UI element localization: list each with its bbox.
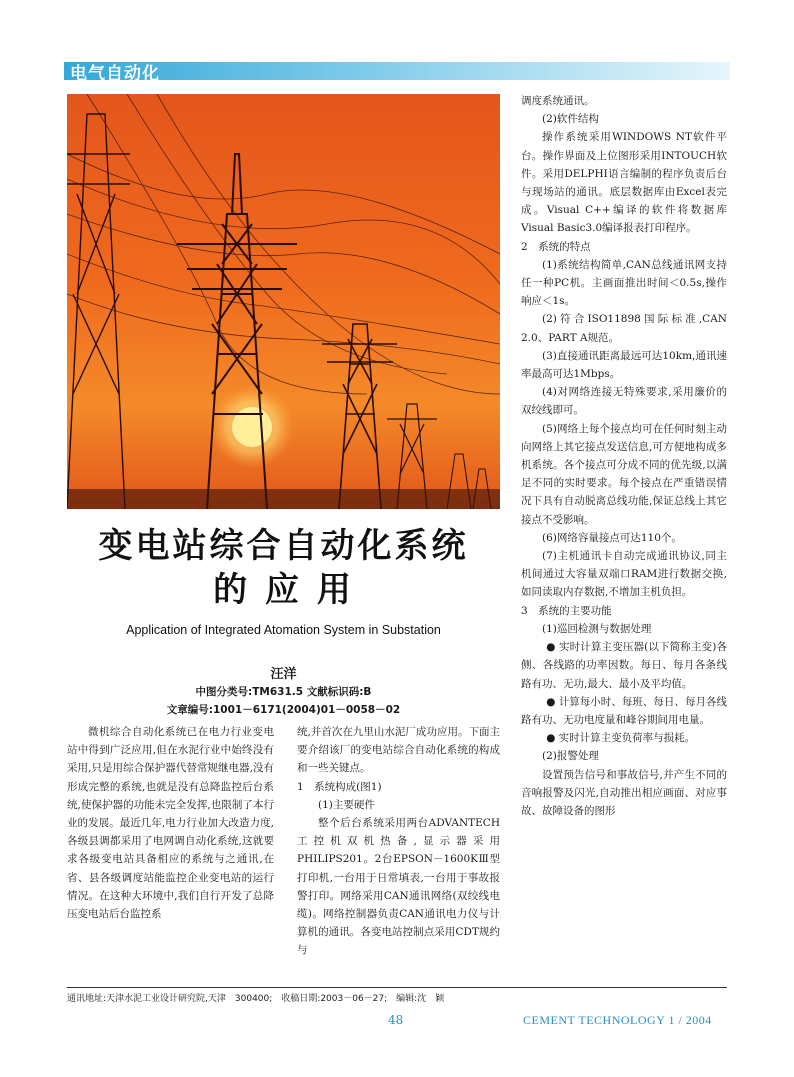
body-column-1 xyxy=(67,723,274,923)
paragraph: 微机综合自动化系统已在电力行业变电站中得到广泛应用,但在水泥行业中始终没有采用,只是用综合保护器代替常规继电器,没有形成完整的系统,也就是没有总降监控后台系统,使保护器的功能未完全发挥,也限制了本行业的发展。最近几年,电力行业加大改造力度,各级县调都采用了电网调自动化系统,这就要求各级变电站具备相应的系统与之通讯,在省、县各级调度站能监控企业变电站的运行情况。在这种大环境中,我们自行开发了总降压变电站后台监控系 xyxy=(67,726,274,921)
section-heading: 2 系统的特点 xyxy=(521,240,591,253)
body-column-3 xyxy=(521,92,727,820)
paragraph: (1)主要硬件 xyxy=(318,798,375,811)
body-column-2 xyxy=(297,723,500,960)
section-band xyxy=(64,62,730,80)
footnote-address: 通讯地址:天津水泥工业设计研究院,天津 300400; 收稿日期:2003－06－27; 编辑:沈 颖 xyxy=(67,994,445,1004)
footer-rule xyxy=(67,987,727,988)
paragraph: (1)巡回检测与数据处理 xyxy=(542,622,652,635)
paragraph: (2)软件结构 xyxy=(542,113,599,126)
paragraph: ● 实时计算主变负荷率与损耗。 xyxy=(546,732,696,745)
paragraph: (1)系统结构简单,CAN总线通讯网支持任一种PC机。主画面推出时间＜0.5s,操作响应＜1s。 xyxy=(521,258,727,308)
paragraph: 设置预告信号和事故信号,并产生不同的音响报警及闪光,自动推出相应画面、对应事故、故障设备的图形 xyxy=(521,768,727,817)
paragraph: 整个后台系统采用两台ADVANTECH工控机双机热备,显示器采用PHILIPS201。2台EPSON－1600KⅢ型打印机,一台用于日常填表,一台用于事故报警打印。网络采用CAN通讯网络(双绞线电缆)。网络控制器负责CAN通讯电力仪与计算机的通讯。各变电站控制点采用CDT规约与 xyxy=(297,817,500,957)
paragraph: 操作系统采用WINDOWS NT软件平台。操作界面及上位图形采用INTOUCH软件。采用DELPHI语言编制的程序负责后台与现场站的通讯。底层数据库由Excel表完成。Visual C++编译的软件将数据库Visual Basic3.0编译报表打印程序。 xyxy=(521,131,727,235)
paragraph: (4)对网络连接无特殊要求,采用廉价的双绞线即可。 xyxy=(521,386,727,417)
paragraph: (3)直接通讯距离最远可达10km,通讯速率最高可达1Mbps。 xyxy=(521,349,727,381)
journal-name: CEMENT TECHNOLOGY 1 / 2004 xyxy=(523,1013,712,1027)
section-heading: 3 系统的主要功能 xyxy=(521,604,612,617)
article-title xyxy=(67,524,500,612)
section-heading: 1 系统构成(图1) xyxy=(297,780,382,793)
section-title: 电气自动化 xyxy=(70,64,160,84)
paragraph: (5)网络上每个接点均可在任何时刻主动向网络上其它接点发送信息,可方便地构成多机系统。各个接点可分成不同的优先级,以满足不同的实时要求。每个接点在严重错误情况下具有自动脱离总线功能,保证总线上其它接点不受影响。 xyxy=(521,422,727,526)
paragraph: (2)报警处理 xyxy=(542,750,599,763)
paragraph: (7)主机通讯卡自动完成通讯协议,同主机间通过大容量双端口RAM进行数据交换,如同读取内存数据,不增加主机负担。 xyxy=(521,550,727,599)
page-number: 48 xyxy=(388,1013,404,1027)
article-title-line2: 的 应 用 xyxy=(213,570,354,610)
article-number-line: 文章编号:1001－6171(2004)01－0058－02 xyxy=(166,704,401,716)
article-title-line1: 变电站综合自动化系统 xyxy=(98,526,469,566)
author-name: 汪洋 xyxy=(270,667,297,682)
paragraph: ● 计算每小时、每班、每日、每月各线路有功、无功电度量和峰谷期间用电量。 xyxy=(521,695,727,726)
paragraph: (2)符合ISO11898国际标准,CAN 2.0、PART A规范。 xyxy=(521,313,727,344)
paragraph: ● 实时计算主变压器(以下简称主变)各侧、各线路的功率因数。每日、每月各条线路有功、无功,最大、最小及平均值。 xyxy=(521,641,727,690)
paragraph: 统,并首次在九里山水泥厂成功应用。下面主要介绍该厂的变电站综合自动化系统的构成和一些关键点。 xyxy=(297,726,500,775)
paragraph: (6)网络容量接点可达110个。 xyxy=(542,531,682,544)
article-title-english: Application of Integrated Atomation System in Substation xyxy=(126,623,441,637)
classification-line: 中图分类号:TM631.5 文献标识码:B xyxy=(195,686,372,698)
hero-photo-power-towers-sunset xyxy=(67,94,500,509)
paragraph: 调度系统通讯。 xyxy=(521,95,595,107)
